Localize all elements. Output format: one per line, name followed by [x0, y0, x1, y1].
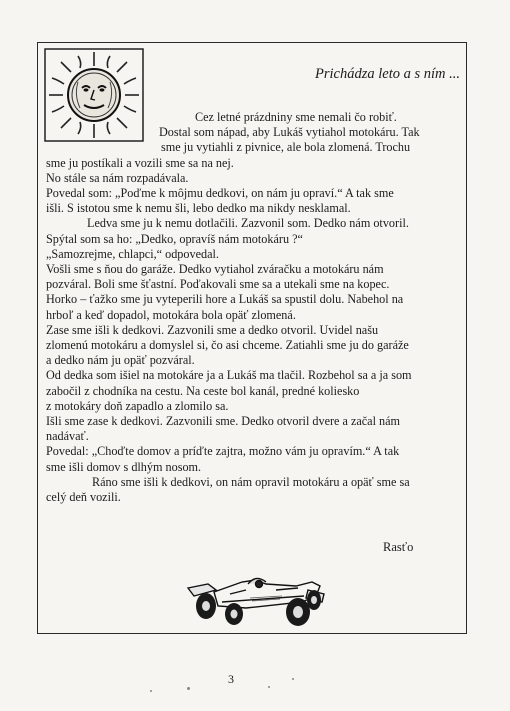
article-title: Prichádza leto a s ním ...	[315, 66, 460, 82]
text-line: Povedal som: „Poďme k môjmu dedkovi, on nám ju opraví.“ A tak sme	[46, 186, 394, 201]
text-line: „Samozrejme, chlapci,“ odpovedal.	[46, 246, 219, 261]
scan-speck	[268, 686, 270, 688]
text-line: Horko – ťažko sme ju vyteperili hore a Lukáš sa spustil dolu. Nabehol na	[46, 292, 404, 307]
author-signature: Rasťo	[383, 540, 414, 554]
text-line: Dostal som nápad, aby Lukáš vytiahol motokáru. Tak	[159, 125, 420, 140]
text-line: Zase sme išli k dedkovi. Zazvonili sme a dedko otvoril. Uvidel našu	[46, 322, 379, 337]
article-body	[46, 110, 458, 505]
text-line: hrboľ a keď dopadol, motokára bola opäť zlomená.	[46, 307, 296, 322]
scan-speck	[187, 687, 190, 690]
text-line: No stále sa nám rozpadávala.	[46, 170, 189, 185]
text-line: Išli sme zase k dedkovi. Zazvonili sme. Dedko otvoril dvere a začal nám	[46, 414, 400, 429]
text-line: sme išli domov s dlhým nosom.	[46, 459, 202, 474]
text-line: z motokáry doň zapadlo a zlomilo sa.	[46, 398, 229, 413]
text-line: sme ju vytiahli z pivnice, ale bola zlomená. Trochu	[161, 140, 411, 155]
text-line: Vošli sme s ňou do garáže. Dedko vytiahol zváračku a motokáru nám	[46, 262, 384, 277]
text-line: Ledva sme ju k nemu dotlačili. Zazvonil som. Dedko nám otvoril.	[87, 216, 409, 231]
scan-speck	[150, 690, 152, 692]
text-line: sme ju postíkali a vozili sme sa na nej.	[46, 155, 234, 170]
text-line: Cez letné prázdniny sme nemali čo robiť.	[195, 110, 397, 124]
text-line: celý deň vozili.	[46, 490, 121, 505]
text-line: Ráno sme išli k dedkovi, on nám opravil motokáru a opäť sme sa	[92, 474, 410, 489]
text-line: pozváral. Boli sme šťastní. Poďakovali sme sa a utekali sme na kopec.	[46, 277, 390, 292]
text-line: Spýtal som sa ho: „Dedko, opravíš nám motokáru ?“	[46, 231, 303, 246]
page-number: 3	[228, 672, 234, 686]
text-line: zabočil z chodníka na cestu. Na ceste bol kanál, predné koliesko	[46, 383, 360, 398]
text-line: Od dedka som išiel na motokáre ja a Lukáš ma tlačil. Rozbehol sa a ja som	[46, 368, 412, 383]
text-line: nadávať.	[46, 429, 89, 444]
text-line: a dedko nám ju opäť pozváral.	[46, 353, 195, 368]
text-line: išli. S istotou sme k nemu šli, lebo dedko ma nikdy nesklamal.	[46, 201, 351, 216]
scan-speck	[292, 678, 294, 680]
race-car-icon	[186, 572, 326, 628]
text-line: Povedal: „Choďte domov a príďte zajtra, možno vám ju opravím.“ A tak	[46, 444, 400, 459]
text-line: zlomenú motokáru a domyslel si, čo asi chceme. Zatiahli sme ju do garáže	[46, 338, 409, 353]
